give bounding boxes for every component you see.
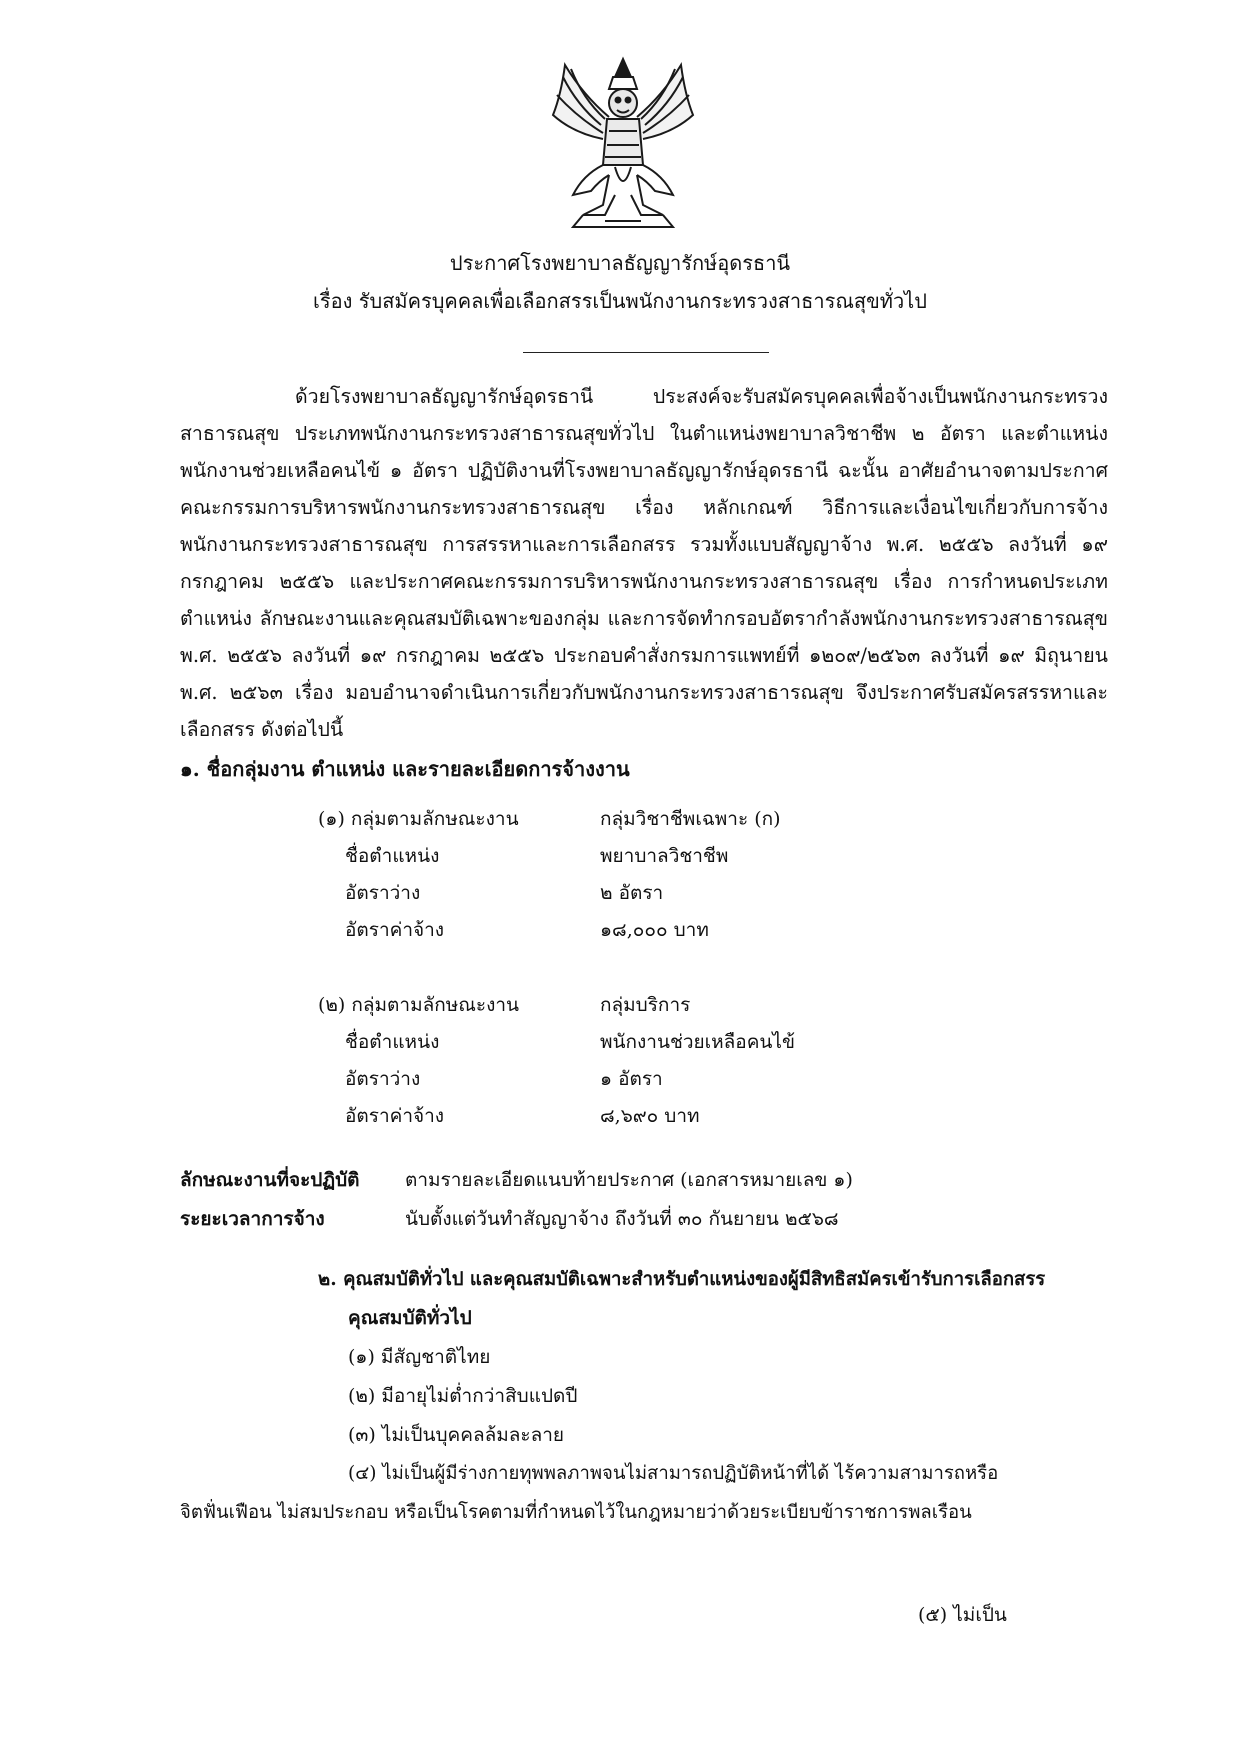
qualification-item: (๑) มีสัญชาติไทย: [348, 1346, 491, 1368]
qualification-item-4-continued: จิตฟั่นเฟือน ไม่สมประกอบ หรือเป็นโรคตามที่กำหนดไว้ในกฎหมายว่าด้วยระเบียบข้าราชการพลเรือน: [180, 1502, 972, 1523]
intro-paragraph: [180, 378, 1108, 748]
header-divider: [523, 352, 769, 353]
vacancy-label: อัตราว่าง: [345, 1068, 421, 1090]
wage-label: อัตราค่าจ้าง: [345, 919, 445, 941]
duty-value: ตามรายละเอียดแนบท้ายประกาศ (เอกสารหมายเลข ๑): [405, 1169, 853, 1191]
announcement-title: ประกาศโรงพยาบาลธัญญารักษ์อุดรธานี: [449, 251, 791, 275]
group-value: กลุ่มบริการ: [600, 994, 691, 1016]
position-label: ชื่อตำแหน่ง: [345, 845, 440, 867]
vacancy-value: ๑ อัตรา: [600, 1068, 663, 1090]
group-label: (๑) กลุ่มตามลักษณะงาน: [318, 808, 519, 830]
garuda-emblem: [543, 55, 703, 233]
wage-value: ๘,๖๙๐ บาท: [600, 1105, 700, 1127]
section2-heading: ๒. คุณสมบัติทั่วไป และคุณสมบัติเฉพาะสำหรับตำแหน่งของผู้มีสิทธิสมัครเข้ารับการเลือกสรร: [318, 1269, 1046, 1290]
qualification-item: (๒) มีอายุไม่ต่ำกว่าสิบแปดปี: [348, 1385, 578, 1407]
qualification-item-4: (๔) ไม่เป็นผู้มีร่างกายทุพพลภาพจนไม่สามารถปฏิบัติหน้าที่ได้ ไร้ความสามารถหรือ: [348, 1463, 999, 1484]
position-value: พยาบาลวิชาชีพ: [600, 845, 729, 867]
period-label: ระยะเวลาการจ้าง: [180, 1208, 325, 1230]
page-continuation: (๕) ไม่เป็น: [918, 1604, 1007, 1626]
vacancy-value: ๒ อัตรา: [600, 882, 664, 904]
position-label: ชื่อตำแหน่ง: [345, 1031, 440, 1053]
intro-paragraph-text: ด้วยโรงพยาบาลธัญญารักษ์อุดรธานี ประสงค์จะรับสมัครบุคคลเพื่อจ้างเป็นพนักงานกระทรวงสาธารณสุข ประเภทพนักงานกระทรวงสาธารณสุขทั่วไป ในตำแหน่งพยาบาลวิชาชีพ ๒ อัตรา และตำแหน่งพนักงานช่วยเหลือคนไข้ ๑ อัตรา ปฏิบัติงานที่โรงพยาบาลธัญญารักษ์อุดรธานี ฉะนั้น อาศัยอำนาจตามประกาศ คณะกรรมการบริหารพนักงานกระทรวงสาธารณสุข เรื่อง หลักเกณฑ์ วิธีการและเงื่อนไขเกี่ยวกับการจ้างพนักงานกระทรวงสาธารณสุข การสรรหาและการเลือกสรร รวมทั้งแบบสัญญาจ้าง พ.ศ. ๒๕๕๖ ลงวันที่ ๑๙ กรกฎาคม ๒๕๕๖ และประกาศคณะกรรมการบริหารพนักงานกระทรวงสาธารณสุข เรื่อง การกำหนดประเภทตำแหน่ง ลักษณะงานและคุณสมบัติเฉพาะของกลุ่ม และการจัดทำกรอบอัตรากำลังพนักงานกระทรวงสาธารณสุข พ.ศ. ๒๕๕๖ ลงวันที่ ๑๙ กรกฎาคม ๒๕๕๖ ประกอบคำสั่งกรมการแพทย์ที่ ๑๒๐๙/๒๕๖๓ ลงวันที่ ๑๙ มิถุนายน พ.ศ. ๒๕๖๓ เรื่อง มอบอำนาจดำเนินการเกี่ยวกับพนักงานกระทรวงสาธารณสุข จึงประกาศรับสมัครสรรหาและเลือกสรร ดังต่อไปนี้: [180, 385, 1108, 741]
position-value: พนักงานช่วยเหลือคนไข้: [600, 1031, 795, 1053]
section1-heading: ๑. ชื่อกลุ่มงาน ตำแหน่ง และรายละเอียดการจ้างงาน: [180, 757, 630, 781]
wage-label: อัตราค่าจ้าง: [345, 1105, 445, 1127]
announcement-subject: เรื่อง รับสมัครบุคคลเพื่อเลือกสรรเป็นพนักงานกระทรวงสาธารณสุขทั่วไป: [313, 289, 927, 313]
qualification-item: (๓) ไม่เป็นบุคคลล้มละลาย: [348, 1424, 565, 1446]
section2-subheading: คุณสมบัติทั่วไป: [348, 1307, 472, 1329]
wage-value: ๑๘,๐๐๐ บาท: [600, 919, 709, 941]
duty-label: ลักษณะงานที่จะปฏิบัติ: [180, 1169, 360, 1191]
group-value: กลุ่มวิชาชีพเฉพาะ (ก): [600, 808, 781, 830]
vacancy-label: อัตราว่าง: [345, 882, 421, 904]
period-value: นับตั้งแต่วันทำสัญญาจ้าง ถึงวันที่ ๓๐ กันยายน ๒๕๖๘: [405, 1208, 839, 1230]
group-label: (๒) กลุ่มตามลักษณะงาน: [318, 994, 520, 1016]
